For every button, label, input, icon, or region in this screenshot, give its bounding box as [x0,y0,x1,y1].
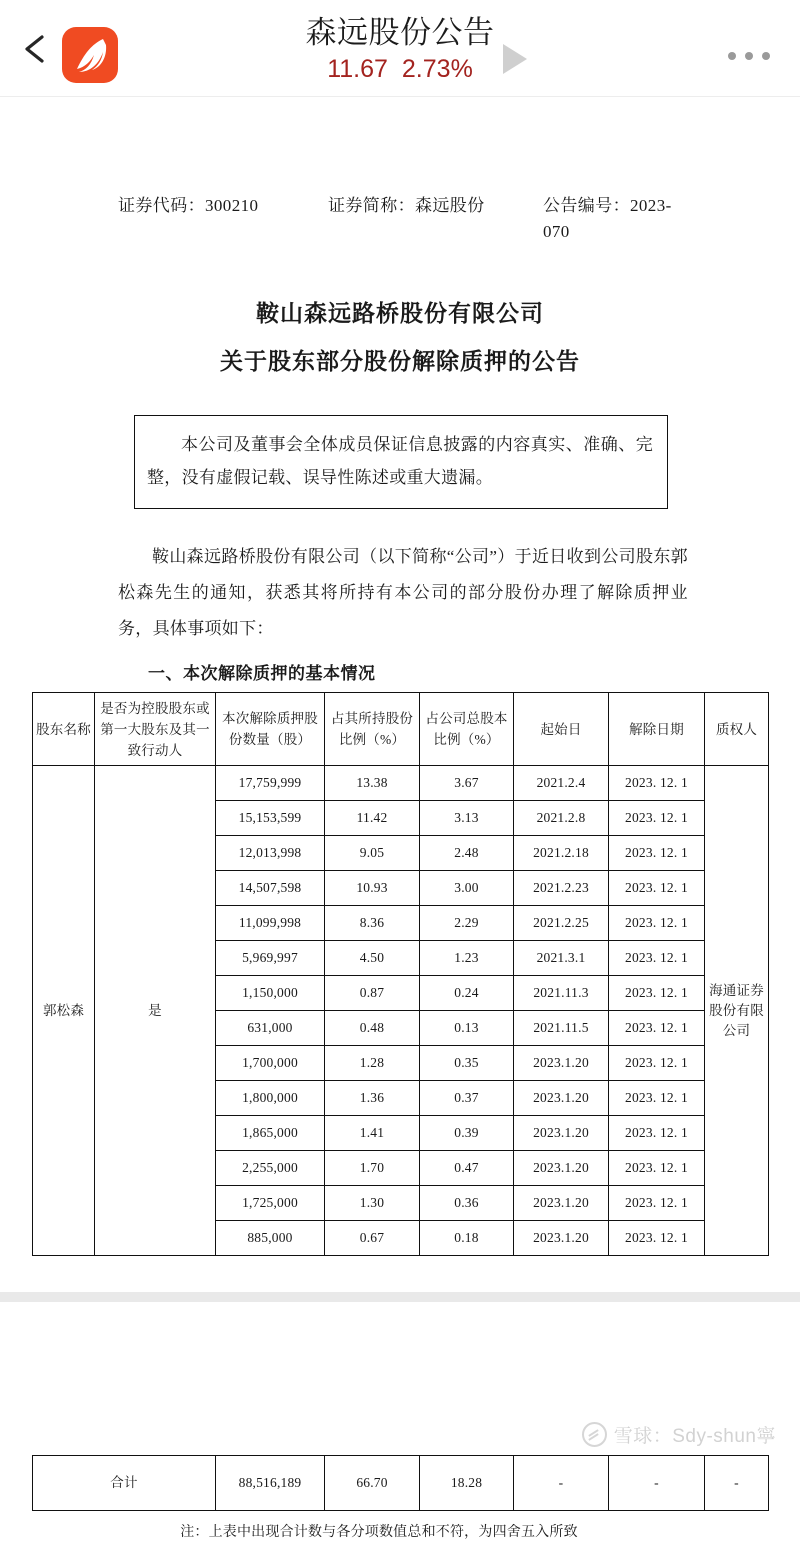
cell-start-date: 2021.2.25 [514,906,609,941]
th-start-date: 起始日 [514,693,609,766]
more-dots-icon[interactable] [728,52,770,60]
th-released-quantity: 本次解除质押股份数量（股） [216,693,325,766]
th-release-date: 解除日期 [609,693,705,766]
dot-1 [728,52,736,60]
table-footnote: 注：上表中出现合计数与各分项数值总和不符，为四舍五入所致 [180,1525,578,1540]
summary-pct-held: 66.70 [325,1456,420,1511]
th-is-controlling: 是否为控股股东或第一大股东及其一致行动人 [95,693,216,766]
cell-pct-of-held: 1.36 [325,1081,420,1116]
cell-start-date: 2021.3.1 [514,941,609,976]
security-code: 证券代码：300210 [118,196,259,215]
cell-pct-of-held: 9.05 [325,836,420,871]
cell-pct-of-held: 1.30 [325,1186,420,1221]
cell-released-quantity: 631,000 [216,1011,325,1046]
release-pledge-table [32,692,769,1256]
stock-change-percent: 2.73% [401,55,473,83]
summary-pct-total: 18.28 [420,1456,514,1511]
cell-pct-of-total: 2.29 [420,906,514,941]
cell-released-quantity: 1,725,000 [216,1186,325,1221]
cell-start-date: 2023.1.20 [514,1046,609,1081]
th-pledgee: 质权人 [705,693,769,766]
cell-pct-of-held: 0.48 [325,1011,420,1046]
cell-pct-of-held: 11.42 [325,801,420,836]
app-header-bar [0,0,800,97]
cell-released-quantity: 885,000 [216,1221,325,1256]
cell-pct-of-total: 0.35 [420,1046,514,1081]
cell-start-date: 2021.2.8 [514,801,609,836]
cell-start-date: 2023.1.20 [514,1116,609,1151]
cell-released-quantity: 1,865,000 [216,1116,325,1151]
cell-released-quantity: 2,255,000 [216,1151,325,1186]
cell-pct-of-held: 4.50 [325,941,420,976]
cell-release-date: 2023. 12. 1 [609,1186,705,1221]
disclaimer-text: 本公司及董事会全体成员保证信息披露的内容真实、准确、完整，没有虚假记载、误导性陈述或重大遗漏。 [147,435,653,487]
cell-pct-of-held: 0.87 [325,976,420,1011]
summary-quantity: 88,516,189 [216,1456,325,1511]
cell-release-date: 2023. 12. 1 [609,976,705,1011]
summary-table [32,1455,769,1511]
summary-row [33,1456,769,1511]
th-pct-of-held: 占其所持股份比例（%） [325,693,420,766]
summary-start-date: - [514,1456,609,1511]
cell-pct-of-total: 0.37 [420,1081,514,1116]
stock-price: 11.67 [327,55,388,83]
back-chevron-icon[interactable] [22,34,48,64]
cell-pct-of-held: 0.67 [325,1221,420,1256]
cell-pct-of-total: 0.24 [420,976,514,1011]
cell-pct-of-held: 13.38 [325,766,420,801]
cell-shareholder-name: 郭松森 [33,766,95,1256]
cell-pledgee: 海通证券股份有限公司 [705,766,769,1256]
cell-released-quantity: 15,153,599 [216,801,325,836]
th-pct-of-total: 占公司总股本比例（%） [420,693,514,766]
body-paragraph: 鞍山森远路桥股份有限公司（以下简称“公司”）于近日收到公司股东郭松森先生的通知，获悉其将所持有本公司的部分股份办理了解除质押业务，具体事项如下： [118,547,688,638]
cell-start-date: 2021.2.18 [514,836,609,871]
cell-released-quantity: 1,700,000 [216,1046,325,1081]
security-short-name: 证券简称：森远股份 [328,196,485,215]
cell-pct-of-total: 0.47 [420,1151,514,1186]
header-title-block [0,14,800,84]
cell-pct-of-total: 3.13 [420,801,514,836]
cell-release-date: 2023. 12. 1 [609,941,705,976]
document-meta-row [0,193,800,245]
cell-pct-of-total: 0.13 [420,1011,514,1046]
announcement-number: 公告编号：2023-070 [543,196,672,241]
announcement-subject-heading: 关于股东部分股份解除质押的公告 [220,349,580,374]
cell-start-date: 2023.1.20 [514,1081,609,1116]
table-row [33,766,769,801]
summary-pledgee: - [705,1456,769,1511]
cell-pct-of-held: 1.41 [325,1116,420,1151]
page-title: 森远股份公告 [305,15,495,50]
cell-release-date: 2023. 12. 1 [609,766,705,801]
page-break-separator [0,1292,800,1302]
cell-release-date: 2023. 12. 1 [609,1011,705,1046]
cell-release-date: 2023. 12. 1 [609,906,705,941]
section-heading: 一、本次解除质押的基本情况 [148,664,376,683]
company-name-heading: 鞍山森远路桥股份有限公司 [256,301,544,326]
document-page [0,193,800,1541]
summary-end-date: - [609,1456,705,1511]
cell-start-date: 2021.11.3 [514,976,609,1011]
cell-released-quantity: 12,013,998 [216,836,325,871]
cell-start-date: 2023.1.20 [514,1221,609,1256]
table-body [33,766,769,1256]
cell-release-date: 2023. 12. 1 [609,1116,705,1151]
cell-released-quantity: 17,759,999 [216,766,325,801]
summary-section [0,1455,800,1541]
watermark-text: 雪球：Sdy-shun寧 [613,1426,776,1447]
summary-label: 合计 [33,1456,216,1511]
dot-3 [762,52,770,60]
cell-released-quantity: 1,150,000 [216,976,325,1011]
cell-released-quantity: 1,800,000 [216,1081,325,1116]
dot-2 [745,52,753,60]
cell-start-date: 2023.1.20 [514,1151,609,1186]
cell-pct-of-total: 3.67 [420,766,514,801]
cell-pct-of-total: 1.23 [420,941,514,976]
cell-release-date: 2023. 12. 1 [609,1151,705,1186]
cell-start-date: 2021.11.5 [514,1011,609,1046]
cell-released-quantity: 5,969,997 [216,941,325,976]
cell-pct-of-total: 2.48 [420,836,514,871]
cell-pct-of-total: 0.36 [420,1186,514,1221]
cell-release-date: 2023. 12. 1 [609,801,705,836]
cell-start-date: 2023.1.20 [514,1186,609,1221]
cell-is-controlling: 是 [95,766,216,1256]
cell-released-quantity: 14,507,598 [216,871,325,906]
cell-release-date: 2023. 12. 1 [609,836,705,871]
cell-pct-of-total: 0.18 [420,1221,514,1256]
cell-pct-of-held: 1.28 [325,1046,420,1081]
cell-start-date: 2021.2.4 [514,766,609,801]
table-header-row [33,693,769,766]
cell-release-date: 2023. 12. 1 [609,871,705,906]
cell-pct-of-total: 0.39 [420,1116,514,1151]
table-header [33,693,769,766]
cell-release-date: 2023. 12. 1 [609,1221,705,1256]
cell-pct-of-total: 3.00 [420,871,514,906]
cell-release-date: 2023. 12. 1 [609,1081,705,1116]
cell-pct-of-held: 8.36 [325,906,420,941]
app-logo-icon[interactable] [62,27,118,83]
th-shareholder-name: 股东名称 [33,693,95,766]
play-triangle-icon[interactable] [503,44,527,74]
cell-release-date: 2023. 12. 1 [609,1046,705,1081]
disclaimer-box [134,415,668,509]
cell-start-date: 2021.2.23 [514,871,609,906]
cell-pct-of-held: 10.93 [325,871,420,906]
cell-pct-of-held: 1.70 [325,1151,420,1186]
quote-line [0,54,800,84]
cell-released-quantity: 11,099,998 [216,906,325,941]
